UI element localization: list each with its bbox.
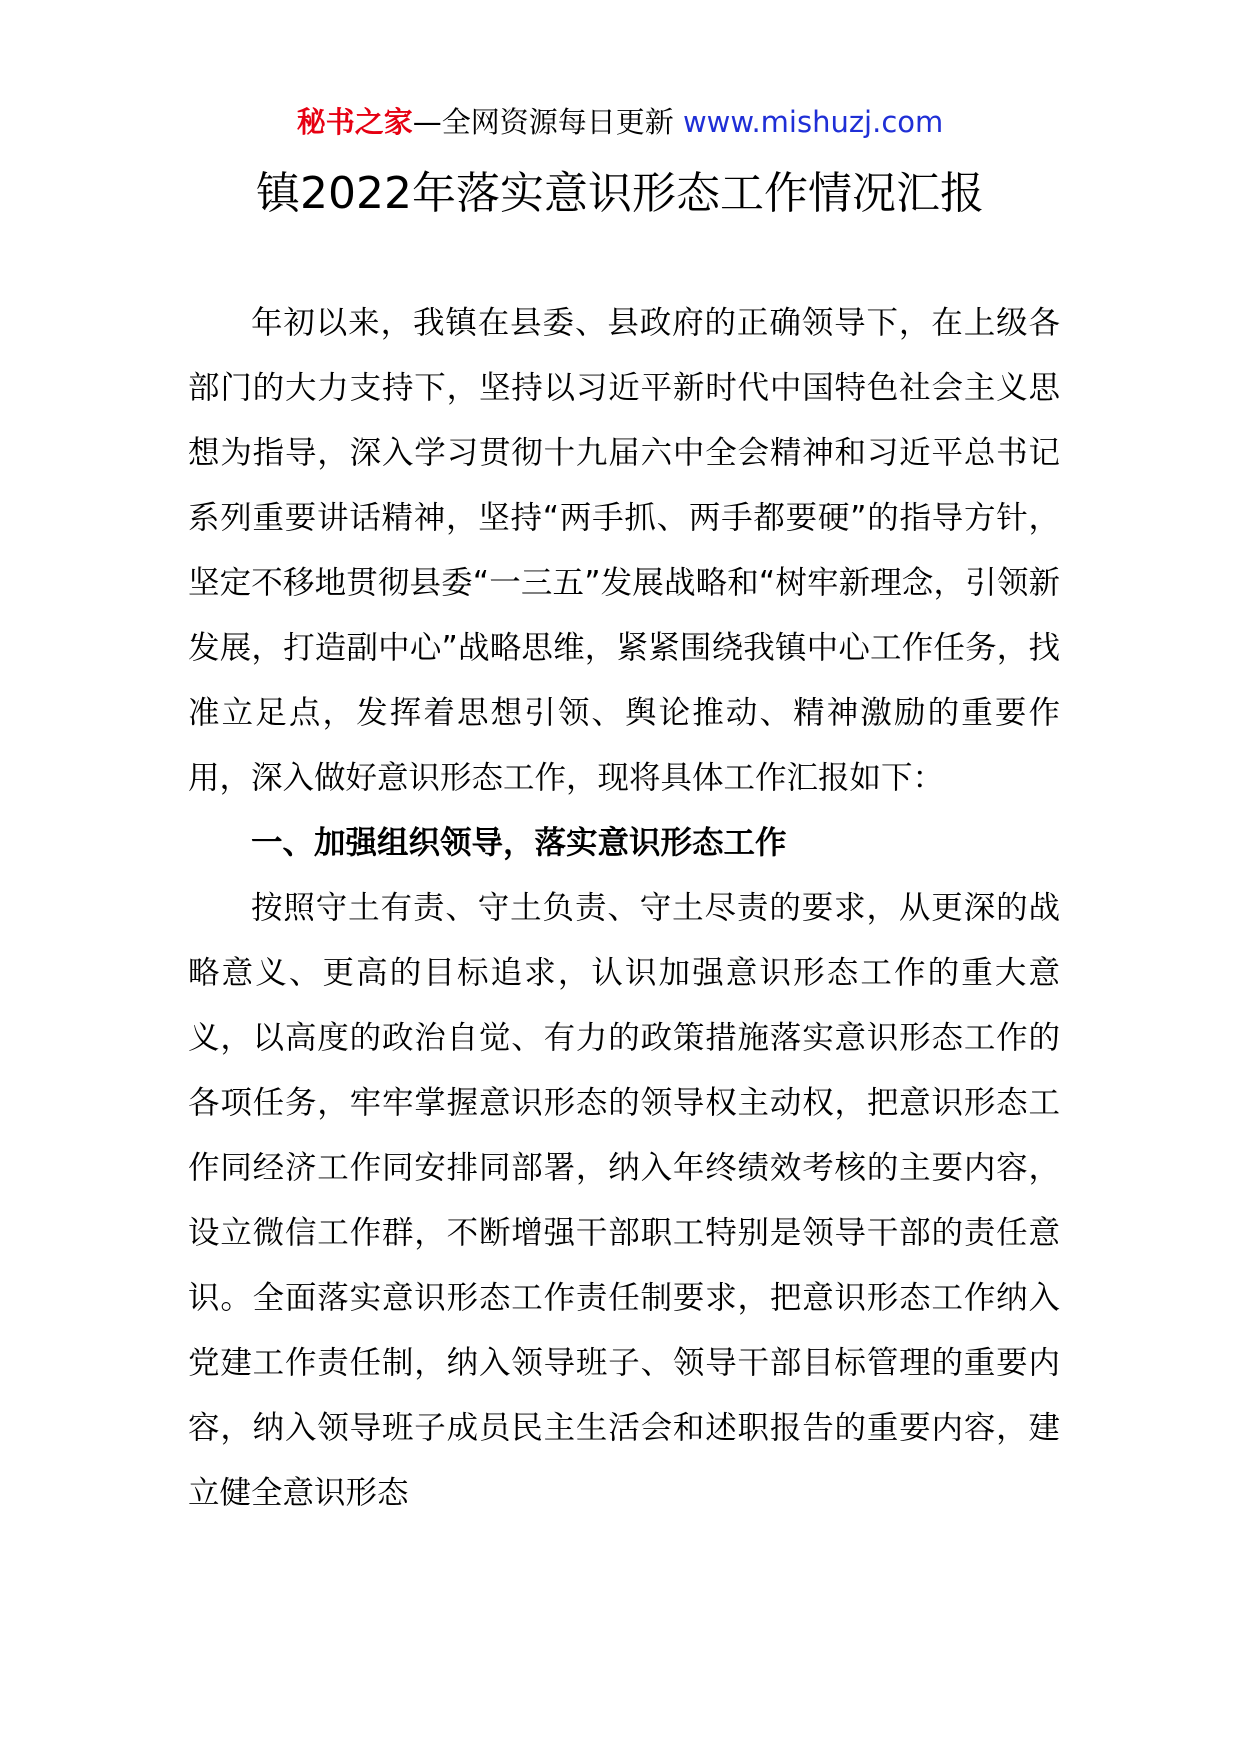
site-header <box>0 100 1240 144</box>
section-paragraph: 按照守土有责、守土负责、守土尽责的要求，从更深的战略意义、更高的目标追求，认识加强意识形态工作的重大意义，以高度的政治自觉、有力的政策措施落实意识形态工作的各项任务，牢牢掌握意识形态的领导权主动权，把意识形态工作同经济工作同安排同部署，纳入年终绩效考核的主要内容，设立微信工作群，不断增强干部职工特别是领导干部的责任意识。全面落实意识形态工作责任制要求，把意识形态工作纳入党建工作责任制，纳入领导班子、领导干部目标管理的重要内容，纳入领导班子成员民主生活会和述职报告的重要内容，建立健全意识形态 <box>188 890 1060 1511</box>
document-body <box>188 291 1060 1526</box>
header-slogan: —全网资源每日更新 <box>412 105 683 139</box>
brand-name: 秘书之家 <box>296 105 413 139</box>
site-url-link[interactable]: www.mishuzj.com <box>682 105 944 139</box>
section-heading: 一、加强组织领导，落实意识形态工作 <box>251 825 787 861</box>
intro-paragraph: 年初以来，我镇在县委、县政府的正确领导下，在上级各部门的大力支持下，坚持以习近平新时代中国特色社会主义思想为指导，深入学习贯彻十九届六中全会精神和习近平总书记系列重要讲话精神，坚持“两手抓、两手都要硬”的指导方针，坚定不移地贯彻县委“一三五”发展战略和“树牢新理念，引领新发展，打造副中心”战略思维，紧紧围绕我镇中心工作任务，找准立足点，发挥着思想引领、舆论推动、精神激励的重要作用，深入做好意识形态工作，现将具体工作汇报如下： <box>188 305 1060 796</box>
document-title: 镇2022年落实意识形态工作情况汇报 <box>256 168 984 219</box>
